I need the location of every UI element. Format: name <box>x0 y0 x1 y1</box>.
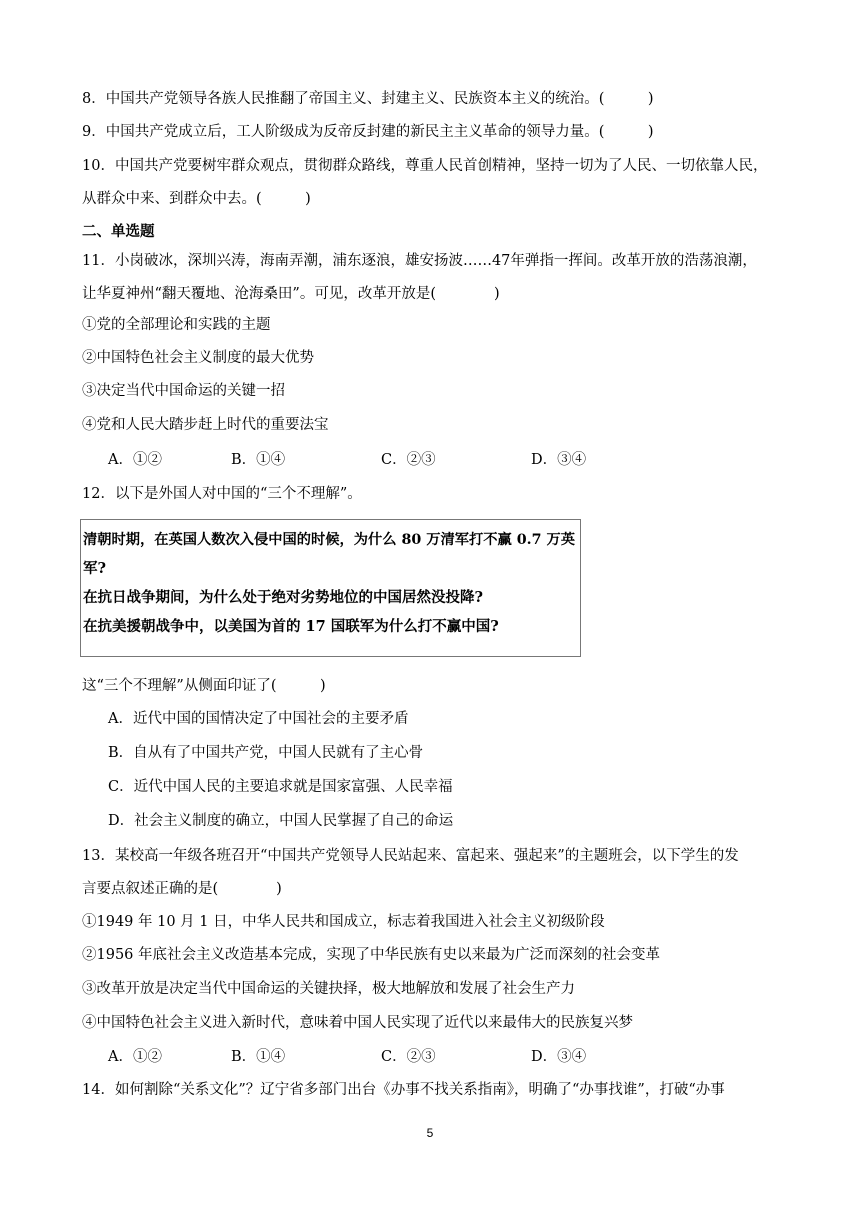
q11-option-d: D．③④ <box>531 452 587 468</box>
q11-stem-line2: 让华夏神州“翻天覆地、沧海桑田”。可见，改革开放是( ) <box>82 286 500 302</box>
q13-option-b: B．①④ <box>231 1049 286 1065</box>
q12-box-line3: 在抗日战争期间，为什么处于绝对劣势地位的中国居然没投降? <box>83 589 483 606</box>
tf-question-10-line2: 从群众中来、到群众中去。( ) <box>82 191 311 207</box>
q11-option-c: C．②③ <box>381 452 436 468</box>
q12-stem: 12．以下是外国人对中国的“三个不理解”。 <box>82 486 362 502</box>
q13-item-2: ②1956 年底社会主义改造基本完成，实现了中华民族有史以来最为广泛而深刻的社会变革 <box>82 947 661 963</box>
q12-after: 这“三个不理解”从侧面印证了( ) <box>82 678 326 694</box>
tf-question-9: 9．中国共产党成立后，工人阶级成为反帝反封建的新民主主义革命的领导力量。( ) <box>82 124 654 140</box>
q12-option-b: B．自从有了中国共产党，中国人民就有了主心骨 <box>108 745 424 761</box>
q13-stem-line1: 13．某校高一年级各班召开“中国共产党领导人民站起来、富起来、强起来”的主题班会，以下学生的发 <box>82 848 739 864</box>
q11-stem-line1: 11．小岗破冰，深圳兴涛，海南弄潮，浦东逐浪，雄安扬波……47年弹指一挥间。改革开放的浩荡浪潮， <box>82 253 757 269</box>
q12-option-d: D．社会主义制度的确立，中国人民掌握了自己的命运 <box>108 813 454 829</box>
q13-option-a: A．①② <box>108 1049 162 1065</box>
section-title: 二、单选题 <box>82 223 155 240</box>
q11-item-2: ②中国特色社会主义制度的最大优势 <box>82 350 314 366</box>
tf-question-8: 8．中国共产党领导各族人民推翻了帝国主义、封建主义、民族资本主义的统治。( ) <box>82 91 654 107</box>
q12-box-line2: 军? <box>83 560 106 577</box>
q12-option-a: A．近代中国的国情决定了中国社会的主要矛盾 <box>108 711 409 727</box>
q13-item-3: ③改革开放是决定当代中国命运的关键抉择，极大地解放和发展了社会生产力 <box>82 981 575 997</box>
q12-box-line1: 清朝时期，在英国人数次入侵中国的时候，为什么 80 万清军打不赢 0.7 万英 <box>83 532 575 548</box>
q12-box-line4: 在抗美援朝战争中，以美国为首的 17 国联军为什么打不赢中国? <box>83 618 499 635</box>
q11-option-b: B．①④ <box>231 452 286 468</box>
q13-item-1: ①1949 年 10 月 1 日，中华人民共和国成立，标志着我国进入社会主义初级阶段 <box>82 914 605 930</box>
q13-item-4: ④中国特色社会主义进入新时代，意味着中国人民实现了近代以来最伟大的民族复兴梦 <box>82 1015 633 1031</box>
tf-question-10-line1: 10．中国共产党要树牢群众观点，贯彻群众路线，尊重人民首创精神，坚持一切为了人民、一切依靠人民， <box>82 158 768 174</box>
q12-option-c: C．近代中国人民的主要追求就是国家富强、人民幸福 <box>108 779 453 795</box>
page-number: 5 <box>426 1126 434 1140</box>
q14-stem-line1: 14．如何割除“关系文化”？辽宁省多部门出台《办事不找关系指南》，明确了“办事找谁”，打破“办事 <box>82 1082 725 1098</box>
q11-item-1: ①党的全部理论和实践的主题 <box>82 317 271 333</box>
q11-item-3: ③决定当代中国命运的关键一招 <box>82 383 285 399</box>
q12-quote-box <box>80 519 581 657</box>
q13-option-c: C．②③ <box>381 1049 436 1065</box>
q13-option-d: D．③④ <box>531 1049 587 1065</box>
q11-option-a: A．①② <box>108 452 162 468</box>
q13-stem-line2: 言要点叙述正确的是( ) <box>82 881 282 897</box>
q11-item-4: ④党和人民大踏步赶上时代的重要法宝 <box>82 417 329 433</box>
